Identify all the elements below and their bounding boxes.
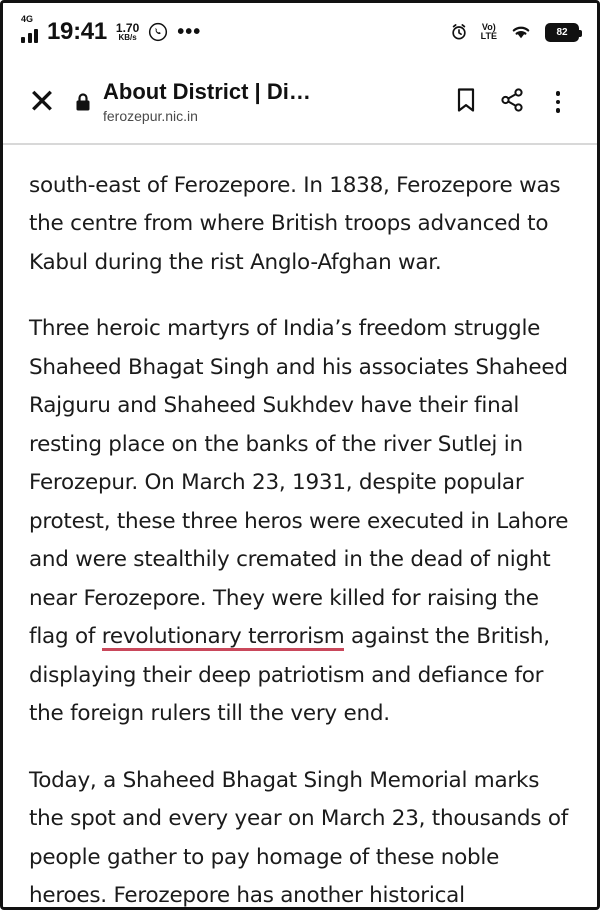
overflow-menu-icon xyxy=(556,91,561,113)
volte-line-2: LTE xyxy=(480,31,497,41)
network-type-label: 4G xyxy=(21,14,34,24)
signal-bars-icon xyxy=(21,14,38,43)
close-icon: ✕ xyxy=(27,83,57,121)
whatsapp-icon xyxy=(148,22,168,42)
paragraph-1: south-east of Ferozepore. In 1838, Ferozepore was the centre from where British troops advanced to Kabul during the rist Anglo-Afghan war. xyxy=(29,173,561,275)
share-button[interactable] xyxy=(489,79,535,125)
bookmark-icon xyxy=(455,87,477,118)
paragraph-2-pre: Three heroic martyrs of India’s freedom struggle Shaheed Bhagat Singh and his associates Shaheed Rajguru and Shaheed Sukhdev have their final resting place on the banks of the river Sutlej in Ferozepur. On March 23, 1931, despite popular protest, these three heros were executed in Lahore and were stealthily cremated in the dead of night near Ferozepore. They were killed for raising the flag of xyxy=(29,316,569,650)
overflow-menu-button[interactable] xyxy=(535,79,581,125)
lock-icon xyxy=(73,92,93,112)
bookmark-button[interactable] xyxy=(443,79,489,125)
address-bar[interactable] xyxy=(65,79,443,124)
wifi-icon xyxy=(509,23,533,41)
volte-icon xyxy=(481,23,497,42)
data-speed-unit: KB/s xyxy=(118,33,137,42)
status-bar xyxy=(3,3,597,61)
highlighted-phrase: revolutionary terrorism xyxy=(101,624,345,650)
page-title: About District | Di… xyxy=(103,79,311,105)
paragraph-2-post: against the British, displaying their deep patriotism and defiance for the foreign rulers till the very end. xyxy=(29,624,550,727)
page-content xyxy=(3,145,597,907)
status-bar-right xyxy=(449,22,579,42)
data-speed-value: 1.70 xyxy=(115,21,140,35)
volte-line-1: Vo) xyxy=(481,21,496,32)
data-speed-indicator xyxy=(116,22,139,42)
ellipsis-icon: ••• xyxy=(177,21,202,43)
browser-toolbar xyxy=(3,61,597,145)
paragraph-2 xyxy=(29,310,571,733)
close-button[interactable] xyxy=(19,79,65,125)
alarm-clock-icon xyxy=(449,22,469,42)
status-bar-left xyxy=(21,14,449,45)
status-clock: 19:41 xyxy=(47,18,107,45)
page-url: ferozepur.nic.in xyxy=(103,107,198,124)
paragraph-3: Today, a Shaheed Bhagat Singh Memorial marks the spot and every year on March 23, thousands of people gather to pay homage of these noble heroes. Ferozepore has another historical xyxy=(29,767,569,907)
battery-level-label: 82 xyxy=(547,25,577,40)
signal-bars-glyph xyxy=(21,27,38,43)
battery-icon xyxy=(545,23,579,42)
share-icon xyxy=(499,87,525,118)
address-bar-text xyxy=(103,79,311,124)
